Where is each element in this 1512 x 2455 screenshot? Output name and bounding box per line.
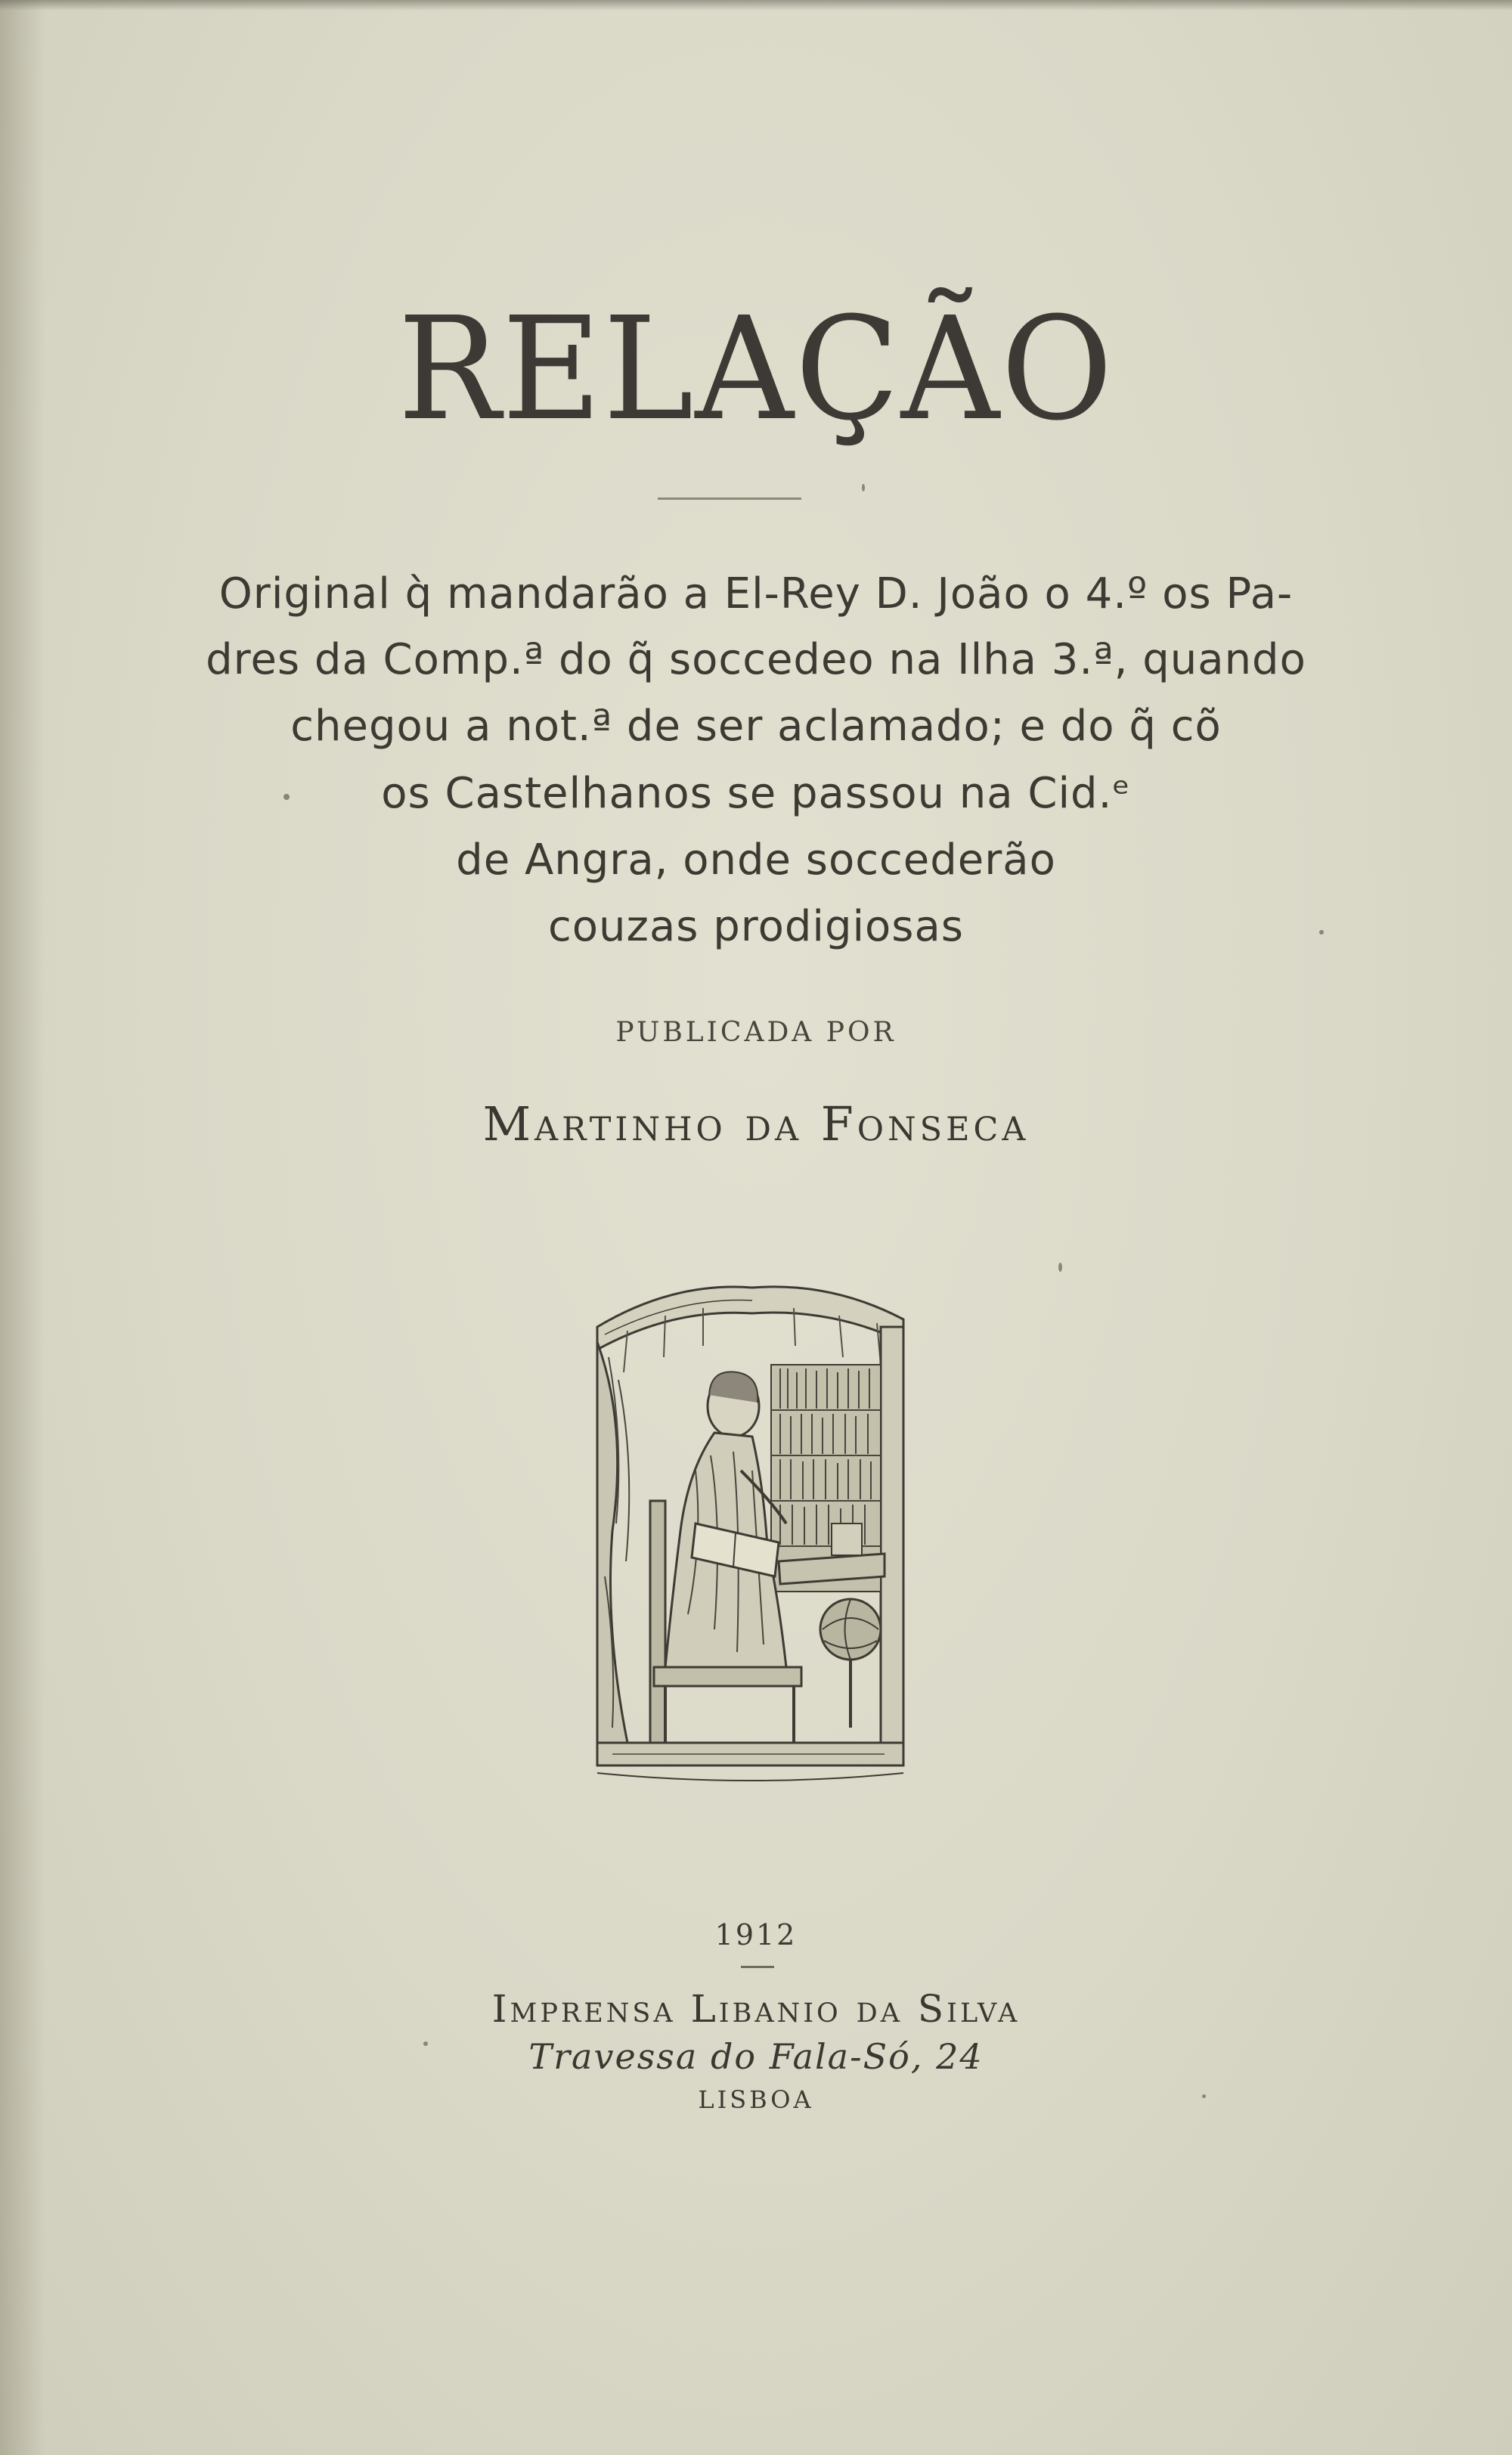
subtitle-line-5: de Angra, onde soccederão [456, 835, 1056, 885]
printer-name: Imprensa Libanio da Silva [491, 1987, 1021, 2031]
subtitle-line-6: couzas prodigiosas [548, 902, 964, 951]
printer-city: LISBOA [698, 2085, 814, 2114]
reading-woman-engraving-icon [582, 1274, 922, 1788]
subtitle-line-3: chegou a not.ª de ser aclamado; e do q̃ cõ [290, 702, 1222, 751]
title-divider [658, 498, 801, 500]
paper-speck [1202, 2094, 1206, 2098]
page-top-edge [0, 0, 1512, 11]
printer-address: Travessa do Fala-Só, 24 [528, 2036, 984, 2077]
paper-speck [862, 484, 865, 491]
page-title: RELAÇÃO [398, 287, 1114, 452]
engraving-illustration [582, 1274, 922, 1788]
paper-speck [423, 2041, 428, 2046]
author-name: Martinho da Fonseca [482, 1096, 1030, 1152]
paper-speck [1319, 930, 1324, 935]
paper-speck [1058, 1263, 1062, 1272]
publication-year: 1912 [714, 1918, 798, 1951]
published-by-label: PUBLICADA POR [615, 1017, 897, 1048]
year-divider [741, 1966, 774, 1968]
paper-speck [284, 794, 290, 800]
subtitle-line-1: Original q̀ mandarão a El-Rey D. João o 4.º os Pa- [218, 569, 1294, 618]
subtitle-line-2: dres da Comp.ª do q̃ soccedeo na Ilha 3.ª, quando [206, 635, 1306, 684]
subtitle-line-4: os Castelhanos se passou na Cid.ᵉ [381, 769, 1131, 818]
